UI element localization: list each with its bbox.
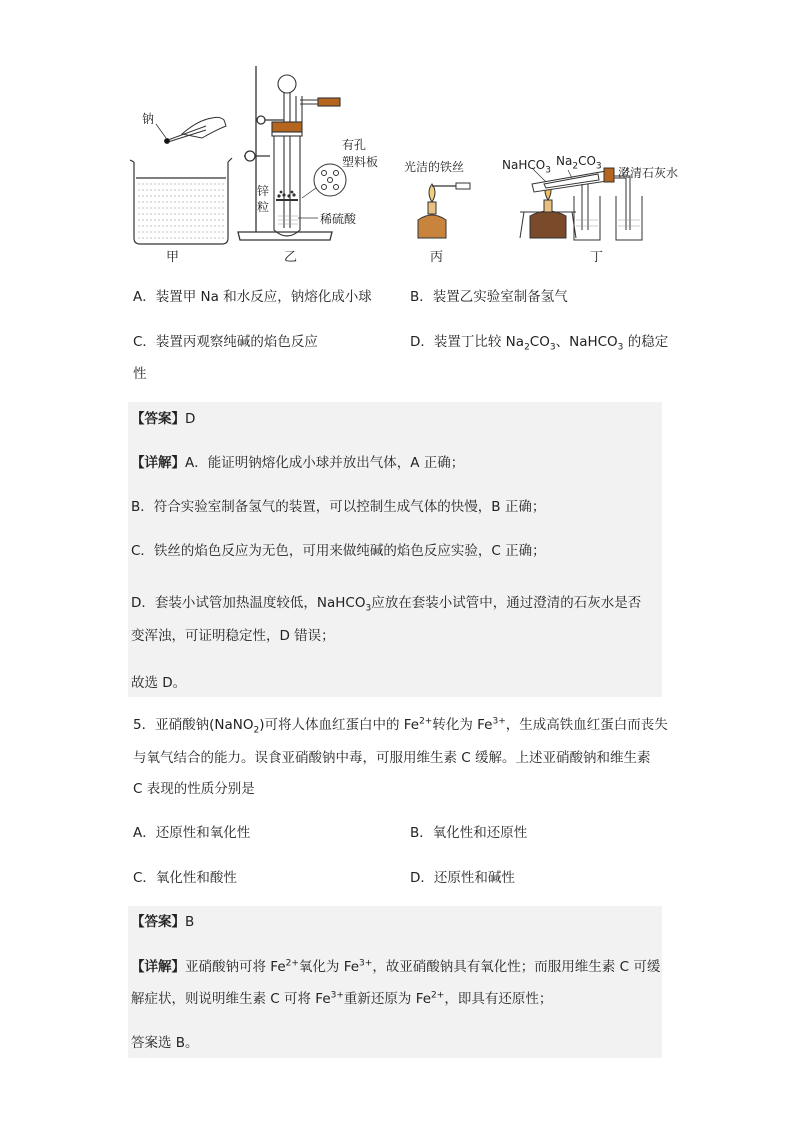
q4-detail-b: B．符合实验室制备氢气的装置，可以控制生成气体的快慢，B 正确； xyxy=(131,499,546,515)
q5-option-c: C．氧化性和酸性 xyxy=(133,870,237,886)
q5-detail-line-1: 【详解】亚硝酸钠可将 $Fe^{2+}$氧化为 $Fe^{3+}$，故亚硝酸钠具有氧化性；而服用维生素 C 可缓 xyxy=(131,958,661,975)
plastic-plate-detail xyxy=(302,164,346,198)
q5-option-a: A．还原性和氧化性 xyxy=(133,825,251,841)
caption-jia: 甲 xyxy=(166,250,180,265)
q4-detail-c: C．铁丝的焰色反应为无色，可用来做纯碱的焰色反应实验，C 正确； xyxy=(131,543,546,559)
water-jia xyxy=(138,184,224,238)
q5-detail-line-2: 解症状，则说明维生素 C 可将 $Fe^{3+}$重新还原为 $Fe^{2+}$，即具有还原性； xyxy=(131,990,553,1007)
zinc-granules xyxy=(277,191,295,198)
alcohol-lamp-bing xyxy=(418,183,470,238)
label-plate-1: 有孔 xyxy=(342,138,367,152)
caption-bing: 丙 xyxy=(430,250,444,265)
label-sodium: 钠 xyxy=(142,112,155,126)
label-plate-2: 塑料板 xyxy=(342,155,379,169)
caption-yi: 乙 xyxy=(284,250,298,265)
q4-option-d: D．装置丁比较 $Na_2CO_3$、NaHCO$_3$ 的稳定 xyxy=(410,334,669,353)
label-limewater: 澄清石灰水 xyxy=(618,166,679,180)
q4-option-c: C．装置丙观察纯碱的焰色反应 xyxy=(133,334,318,350)
q4-detail-a: 【详解】A．能证明钠熔化成小球并放出气体，A 正确； xyxy=(131,455,465,471)
q4-option-d-cont: 性 xyxy=(133,366,147,382)
q4-detail-d: D．套装小试管加热温度较低，NaHCO$_3$应放在套装小试管中，通过澄清的石灰水是否 xyxy=(131,595,642,614)
label-nahco3: NaHCO$_3$ xyxy=(502,158,551,176)
label-na2co3: $Na_2CO_3$ xyxy=(556,154,602,172)
q5-stem-line-3: C 表现的性质分别是 xyxy=(133,781,255,797)
label-zinc-1: 锌 xyxy=(257,184,270,198)
q4-conclusion: 故选 D。 xyxy=(131,675,187,691)
label-zinc-2: 粒 xyxy=(257,200,270,214)
label-iron-wire: 光洁的铁丝 xyxy=(404,160,465,174)
q5-option-d: D．还原性和碱性 xyxy=(410,870,515,886)
q5-conclusion: 答案选 B。 xyxy=(131,1035,199,1051)
beaker-jia xyxy=(130,158,232,244)
apparatus-figure xyxy=(120,60,700,270)
q4-option-b: B．装置乙实验室制备氢气 xyxy=(410,289,568,305)
caption-ding: 丁 xyxy=(590,250,604,265)
q5-stem-line-2: 与氧气结合的能力。误食亚硝酸钠中毒，可服用维生素 C 缓解。上述亚硝酸钠和维生素 xyxy=(133,750,651,766)
q5-option-b: B．氧化性和还原性 xyxy=(410,825,528,841)
q5-stem-line-1: 5．亚硝酸钠(NaNO$_2$)可将人体血红蛋白中的 $Fe^{2+}$转化为 $Fe^{3+}$，生成高铁血红蛋白而丧失 xyxy=(133,716,668,736)
q4-answer: 【答案】D xyxy=(131,411,196,427)
label-dilute-acid: 稀硫酸 xyxy=(320,212,357,226)
q5-answer: 【答案】B xyxy=(131,914,195,930)
hand-tweezers xyxy=(165,117,227,143)
q4-detail-d-cont: 变浑浊，可证明稳定性，D 错误； xyxy=(131,628,335,644)
q5-explanation-box xyxy=(128,906,662,1058)
q4-option-a: A．装置甲 Na 和水反应，钠熔化成小球 xyxy=(133,289,372,305)
